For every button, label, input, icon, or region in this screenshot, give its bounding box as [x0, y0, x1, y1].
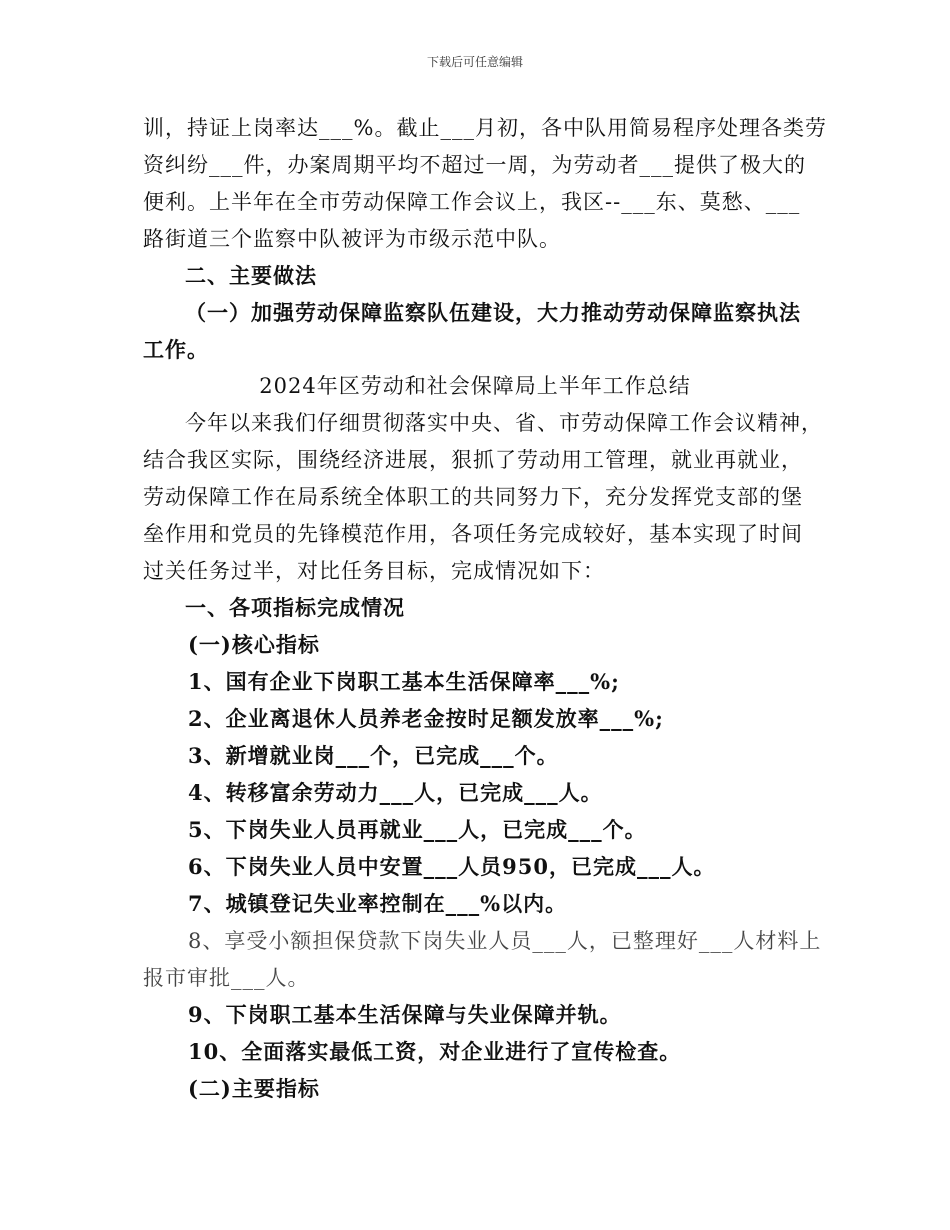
subsection-heading: (二)主要指标	[188, 1076, 320, 1101]
page-header: 下载后可任意编辑	[426, 55, 523, 69]
body-line: 训，持证上岗率达___%。截止___月初，各中队用简易程序处理各类劳	[143, 116, 827, 140]
body-line: 今年以来我们仔细贯彻落实中央、省、市劳动保障工作会议精神，	[185, 411, 823, 435]
list-item: 9、下岗职工基本生活保障与失业保障并轨。	[188, 1002, 622, 1027]
subsection-heading-cont: 工作。	[143, 337, 209, 362]
list-item: 1、国有企业下岗职工基本生活保障率___%;	[188, 669, 620, 694]
subsection-heading: (一)核心指标	[188, 632, 320, 657]
list-item: 7、城镇登记失业率控制在___%以内。	[188, 891, 568, 916]
body-line: 路街道三个监察中队被评为市级示范中队。	[143, 227, 561, 251]
body-line: 劳动保障工作在局系统全体职工的共同努力下，充分发挥党支部的堡	[143, 485, 803, 509]
list-item: 6、下岗失业人员中安置___人员950，已完成___人。	[188, 854, 716, 879]
list-item: 3、新增就业岗___个，已完成___个。	[188, 743, 559, 768]
body-line: 垒作用和党员的先锋模范作用，各项任务完成较好，基本实现了时间	[143, 522, 803, 546]
section-heading: 二、主要做法	[185, 263, 317, 288]
list-item: 10、全面落实最低工资，对企业进行了宣传检查。	[188, 1039, 682, 1064]
body-line: 便利。上半年在全市劳动保障工作会议上，我区--___东、莫愁、___	[143, 190, 801, 214]
body-line: 结合我区实际，围绕经济进展，狠抓了劳动用工管理，就业再就业，	[143, 448, 803, 472]
subsection-heading: （一）加强劳动保障监察队伍建设，大力推动劳动保障监察执法	[185, 300, 801, 325]
list-item: 2、企业离退休人员养老金按时足额发放率___%;	[188, 706, 664, 731]
list-item: 8、享受小额担保贷款下岗失业人员___人，已整理好___人材料上	[188, 929, 822, 953]
list-item: 5、下岗失业人员再就业___人，已完成___个。	[188, 817, 647, 842]
body-line: 资纠纷___件，办案周期平均不超过一周，为劳动者___提供了极大的	[143, 153, 806, 177]
list-item: 4、转移富余劳动力___人，已完成___人。	[188, 780, 603, 805]
section-heading: 一、各项指标完成情况	[185, 595, 405, 620]
document-title: 2024年区劳动和社会保障局上半年工作总结	[259, 374, 691, 398]
list-item-cont: 报市审批___人。	[143, 966, 310, 990]
body-line: 过关任务过半，对比任务目标，完成情况如下：	[143, 559, 605, 583]
